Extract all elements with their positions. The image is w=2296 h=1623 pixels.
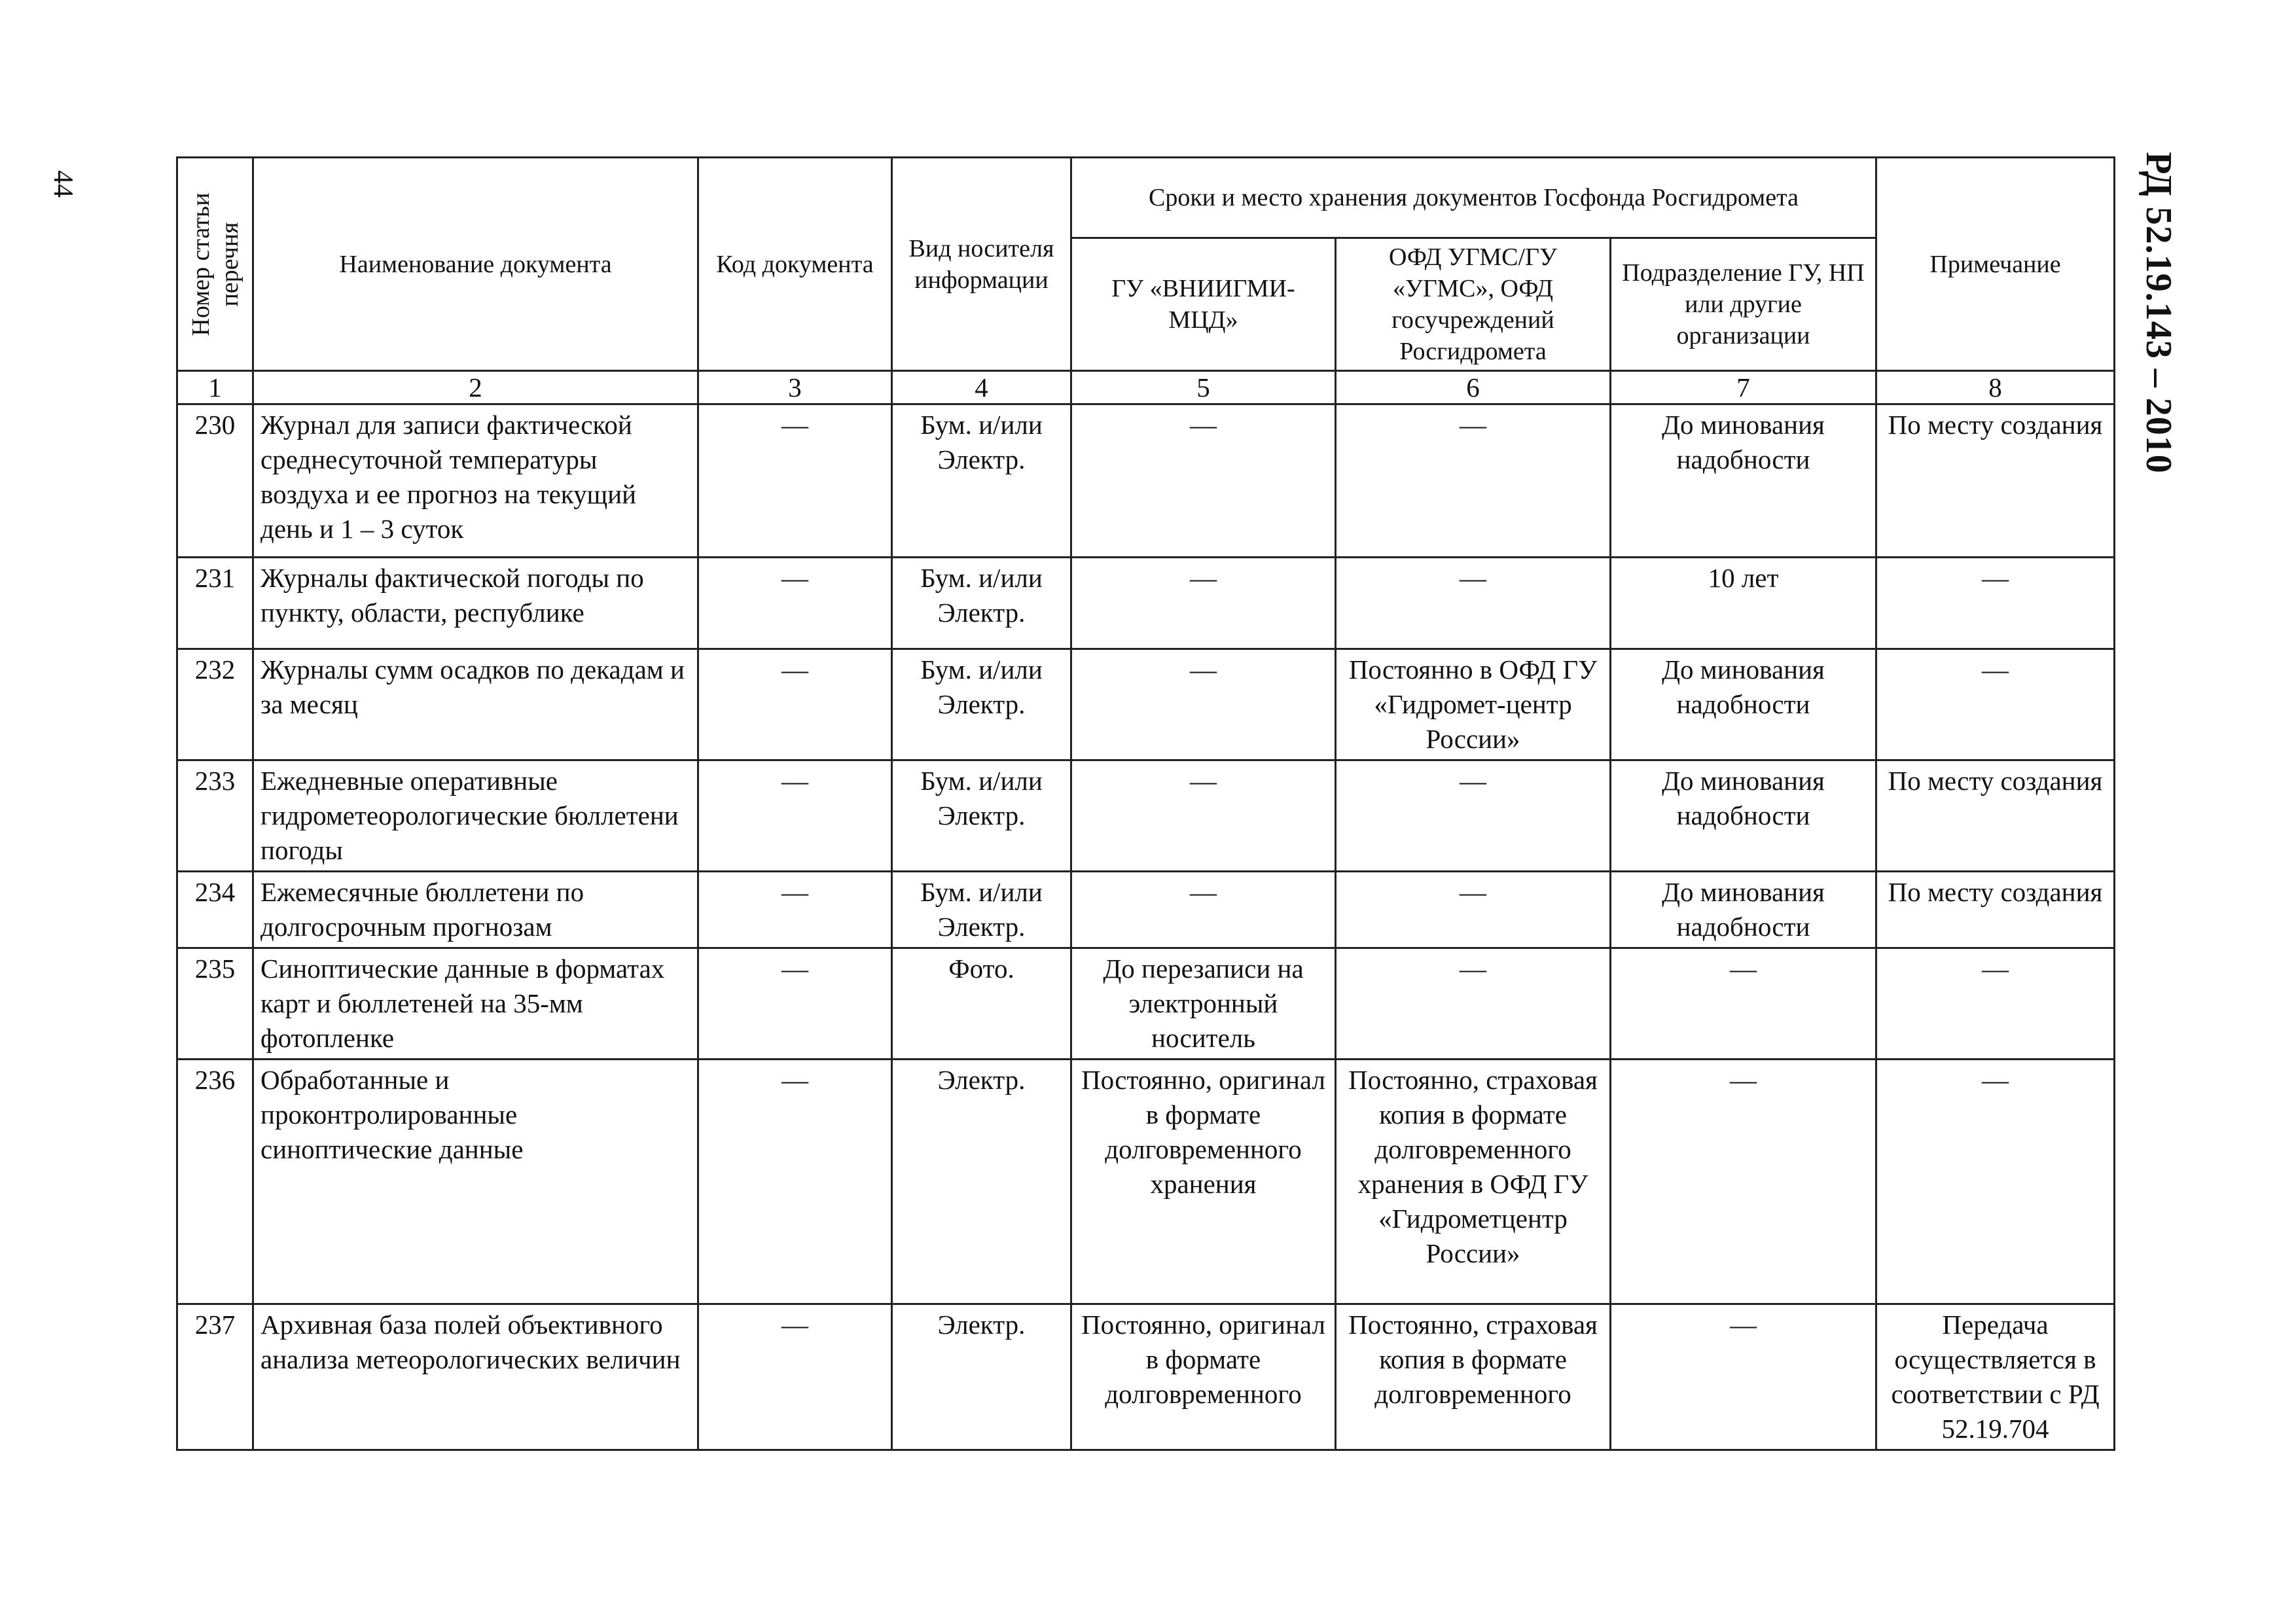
row-number: 231 — [177, 558, 253, 649]
row-number: 234 — [177, 872, 253, 948]
column-number: 8 — [1876, 371, 2115, 404]
header-vniigmi: ГУ «ВНИИГМИ-МЦД» — [1071, 238, 1336, 371]
table-row — [177, 760, 2115, 872]
row-division: 10 лет — [1611, 558, 1876, 649]
row-note: — — [1876, 649, 2115, 760]
column-number: 5 — [1071, 371, 1336, 404]
registry-table — [176, 156, 2115, 1451]
row-division: — — [1611, 948, 1876, 1060]
column-number: 3 — [698, 371, 892, 404]
header-document-code: Код документа — [698, 158, 892, 371]
row-note: По месту создания — [1876, 404, 2115, 558]
row-note: — — [1876, 558, 2115, 649]
row-medium: Бум. и/или Электр. — [892, 872, 1071, 948]
row-vniigmi: — — [1071, 760, 1336, 872]
row-number: 235 — [177, 948, 253, 1060]
row-division: До минования надобности — [1611, 872, 1876, 948]
header-medium: Вид носителя информации — [892, 158, 1071, 371]
row-division: До минования надобности — [1611, 404, 1876, 558]
row-code: — — [698, 1304, 892, 1450]
row-note: — — [1876, 1060, 2115, 1304]
table-row — [177, 404, 2115, 558]
row-code: — — [698, 872, 892, 948]
row-note: Передача осуществляется в соответствии с РД 52.19.704 — [1876, 1304, 2115, 1450]
table-row — [177, 1060, 2115, 1304]
row-medium: Бум. и/или Электр. — [892, 404, 1071, 558]
table-row — [177, 1304, 2115, 1450]
header-article-number-label: Номер статьи перечня — [187, 192, 243, 336]
row-ofd: — — [1336, 760, 1611, 872]
row-ofd: — — [1336, 872, 1611, 948]
row-name: Ежедневные оперативные гидрометеорологические бюллетени погоды — [253, 760, 698, 872]
row-medium: Бум. и/или Электр. — [892, 760, 1071, 872]
column-number: 6 — [1336, 371, 1611, 404]
row-number: 233 — [177, 760, 253, 872]
row-ofd: Постоянно в ОФД ГУ «Гидромет-центр России» — [1336, 649, 1611, 760]
row-vniigmi: Постоянно, оригинал в формате долговременного — [1071, 1304, 1336, 1450]
column-number: 2 — [253, 371, 698, 404]
row-name: Журналы сумм осадков по декадам и за месяц — [253, 649, 698, 760]
header-ofd: ОФД УГМС/ГУ «УГМС», ОФД госучреждений Росгидромета — [1336, 238, 1611, 371]
row-division: До минования надобности — [1611, 760, 1876, 872]
row-ofd: Постоянно, страховая копия в формате долговременного — [1336, 1304, 1611, 1450]
row-note: По месту создания — [1876, 872, 2115, 948]
row-code: — — [698, 649, 892, 760]
header-document-name: Наименование документа — [253, 158, 698, 371]
row-vniigmi: Постоянно, оригинал в формате долговременного хранения — [1071, 1060, 1336, 1304]
row-division: — — [1611, 1060, 1876, 1304]
row-number: 236 — [177, 1060, 253, 1304]
row-code: — — [698, 558, 892, 649]
row-division: До минования надобности — [1611, 649, 1876, 760]
column-number-row — [177, 371, 2115, 404]
row-number: 230 — [177, 404, 253, 558]
row-name: Журналы фактической погоды по пункту, области, республике — [253, 558, 698, 649]
row-medium: Фото. — [892, 948, 1071, 1060]
row-name: Ежемесячные бюллетени по долгосрочным прогнозам — [253, 872, 698, 948]
table-row — [177, 948, 2115, 1060]
row-vniigmi: До перезаписи на электронный носитель — [1071, 948, 1336, 1060]
row-number: 237 — [177, 1304, 253, 1450]
row-name: Архивная база полей объективного анализа метеорологических величин — [253, 1304, 698, 1450]
column-number: 7 — [1611, 371, 1876, 404]
row-code: — — [698, 1060, 892, 1304]
row-note: — — [1876, 948, 2115, 1060]
row-name: Синоптические данные в форматах карт и бюллетеней на 35-мм фотопленке — [253, 948, 698, 1060]
row-code: — — [698, 404, 892, 558]
header-note: Примечание — [1876, 158, 2115, 371]
header-article-number — [177, 158, 253, 371]
row-medium: Электр. — [892, 1060, 1071, 1304]
row-ofd: Постоянно, страховая копия в формате долговременного хранения в ОФД ГУ «Гидрометцентр России» — [1336, 1060, 1611, 1304]
row-code: — — [698, 760, 892, 872]
row-note: По месту создания — [1876, 760, 2115, 872]
document-code: РД 52.19.143 – 2010 — [2138, 152, 2179, 474]
row-ofd: — — [1336, 948, 1611, 1060]
header-row — [177, 158, 2115, 238]
column-number: 4 — [892, 371, 1071, 404]
table-row — [177, 649, 2115, 760]
table-row — [177, 558, 2115, 649]
page-number: 44 — [48, 170, 78, 198]
row-name: Обработанные и проконтролированные синоптические данные — [253, 1060, 698, 1304]
row-division: — — [1611, 1304, 1876, 1450]
row-vniigmi: — — [1071, 872, 1336, 948]
header-division: Подразделение ГУ, НП или другие организации — [1611, 238, 1876, 371]
table-row — [177, 872, 2115, 948]
header-storage-group: Сроки и место хранения документов Госфонда Росгидромета — [1071, 158, 1876, 238]
row-code: — — [698, 948, 892, 1060]
row-vniigmi: — — [1071, 558, 1336, 649]
column-number: 1 — [177, 371, 253, 404]
row-medium: Бум. и/или Электр. — [892, 649, 1071, 760]
row-medium: Бум. и/или Электр. — [892, 558, 1071, 649]
row-ofd: — — [1336, 404, 1611, 558]
row-vniigmi: — — [1071, 404, 1336, 558]
row-name: Журнал для записи фактической среднесуточной температуры воздуха и ее прогноз на текущий день и 1 – 3 суток — [253, 404, 698, 558]
row-ofd: — — [1336, 558, 1611, 649]
row-number: 232 — [177, 649, 253, 760]
row-vniigmi: — — [1071, 649, 1336, 760]
row-medium: Электр. — [892, 1304, 1071, 1450]
